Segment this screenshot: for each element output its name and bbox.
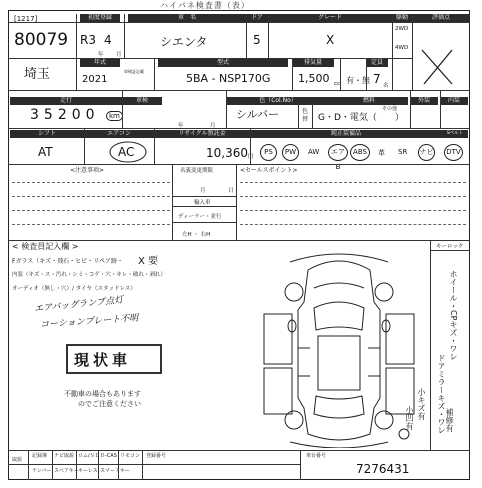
- frame-label: 車台番号: [306, 453, 327, 459]
- entry-label: 輸入車: [194, 200, 211, 206]
- option-leather: 革: [378, 149, 385, 157]
- fuel-options: G・D・電気（ ）: [318, 113, 404, 123]
- owner-label: 名義変更期限: [180, 168, 214, 174]
- option-sunroof: SR: [398, 148, 408, 156]
- footer-label-plate: ナンバー: [32, 468, 52, 474]
- label-drive: 駆動: [392, 14, 412, 22]
- car-damage-diagram: [250, 248, 428, 448]
- footer-label-reg-number: 登録番号: [146, 453, 167, 459]
- mileage-unit: km: [106, 111, 123, 121]
- shaken-month: 月: [210, 123, 216, 129]
- label-exterior: 外装: [410, 97, 438, 105]
- lot-number: 80079: [14, 30, 69, 50]
- option-ps: PS: [260, 144, 277, 161]
- option-aw: AW: [308, 148, 320, 156]
- doc-title: ハイパネ検査書（表）: [160, 1, 250, 10]
- sales-label: <セールスポイント>: [240, 167, 298, 174]
- label-mileage: 走行: [10, 97, 122, 105]
- label-type: 型式: [158, 59, 288, 67]
- score-cross-mark: [420, 48, 454, 86]
- car-doors: 5: [253, 33, 261, 47]
- note-wheel-scratch: ホイール・CPキズ・ワレ: [449, 270, 458, 361]
- label-car-name: 車 名: [128, 14, 246, 22]
- stamp-note-2: のでご注意ください: [78, 400, 141, 408]
- color-value: シルバー: [236, 108, 279, 121]
- fuel-other: その他: [382, 106, 398, 112]
- label-seatbelt: Sベルト: [442, 130, 468, 138]
- footer-label-bcas: Ｂ-CAS: [100, 453, 117, 459]
- note-small-dent: 小凹有: [405, 406, 414, 430]
- label-color: 色（Col.No）: [226, 97, 330, 105]
- note-mirror-scratch: ドアミラーキズ・ワレ: [437, 354, 446, 434]
- footer-label-records: 記録簿: [32, 453, 48, 459]
- label-interior: 内装: [440, 97, 468, 105]
- handwritten-note-2: コーションプレート不明: [39, 313, 139, 331]
- label-shaken: 車検: [122, 97, 162, 105]
- displacement-unit: cc: [334, 81, 341, 87]
- keylock-label: キーロック: [436, 244, 464, 250]
- ac-circle-mark: [108, 140, 148, 164]
- footer-label-smart-key: スマートキー: [100, 468, 130, 474]
- frame-number: 7276431: [356, 462, 410, 476]
- option-airbag: エアB: [328, 144, 348, 161]
- label-recycle: リサイクル預託金: [154, 130, 250, 138]
- label-ac: エアコン: [84, 130, 154, 138]
- handle-label: 左H ・ 右H: [182, 232, 211, 238]
- handwritten-note-1: エアバッグランプ点灯: [33, 295, 124, 315]
- owner-day: 日: [228, 188, 234, 194]
- as-is-stamp-text: 現状車: [74, 351, 132, 369]
- drive-4wd: 4WD: [395, 45, 409, 51]
- era-suffix: 年: [98, 52, 104, 58]
- model-year: 2021: [82, 74, 108, 85]
- label-equipment: 純正装備品: [250, 130, 442, 138]
- glass-mark: X 要: [138, 256, 159, 267]
- label-shift: シフト: [10, 130, 84, 138]
- label-first-reg: 初度登録: [80, 14, 120, 22]
- mileage-value: 35200: [30, 107, 100, 123]
- ac-value: AC: [118, 145, 135, 159]
- caution-label: <注意事項>: [70, 167, 105, 174]
- month-suffix: 月: [116, 52, 122, 58]
- label-seats: 定員: [366, 59, 388, 67]
- footer-label-keyless: キーレス: [78, 468, 98, 474]
- label-doors: ドア: [246, 14, 268, 22]
- note-repaired: 補修有: [445, 408, 454, 432]
- interior-note: 内装（キズ・ス・汚れ・シミ・コゲ・穴・キレ・破れ・剥れ）: [12, 272, 166, 278]
- sheet-code: [1217]: [14, 15, 38, 23]
- seats-unit: 名: [383, 83, 389, 89]
- option-pw: PW: [282, 144, 299, 161]
- model-code: 5BA - NSP170G: [186, 72, 271, 85]
- first-reg-era: R3: [80, 33, 96, 47]
- cargo-option: 有・無: [346, 76, 370, 85]
- shaken-year: 年: [178, 123, 184, 129]
- as-is-stamp: [66, 344, 162, 374]
- footer-label-manual: 取説: [12, 457, 23, 463]
- audio-note: オーディオ（無し・穴）/ タイヤ（スタッドレス）: [12, 286, 136, 292]
- seat-count: 7: [373, 72, 381, 86]
- year-note: 車検証記載: [124, 69, 144, 74]
- shift-value: AT: [38, 145, 53, 159]
- recycle-value: 10,360: [206, 146, 248, 160]
- label-fuel: 燃料: [330, 97, 408, 105]
- label-displacement: 排気量: [292, 59, 334, 67]
- footer-label-remote: リモコン: [120, 453, 141, 459]
- label-grade: グレード: [268, 14, 392, 22]
- drive-2wd: 2WD: [395, 26, 409, 32]
- car-grade: X: [326, 33, 335, 47]
- stamp-note-1: 不動車の場合もあります: [64, 390, 141, 398]
- dealer-label: ディーラー・並行: [178, 214, 222, 220]
- option-abs: ABS: [350, 144, 370, 161]
- glass-note: Fガラス（キズ・飛石・ヒビ・リペア跡・: [12, 258, 124, 265]
- footer-label-navi: ナビ取説: [54, 453, 75, 459]
- region: 埼玉: [24, 67, 51, 82]
- color-change-label: 色替: [302, 108, 309, 123]
- note-small-scratch: 小キズ有: [417, 388, 426, 420]
- footer-label-rom: ロム/ＳＤ: [78, 453, 100, 459]
- label-score: 評価点: [412, 14, 470, 22]
- owner-month: 月: [200, 188, 206, 194]
- car-name: シエンタ: [160, 35, 208, 49]
- inspection-title: < 検査員記入欄 >: [12, 242, 79, 251]
- option-navi: ナビ: [418, 144, 435, 161]
- displacement: 1,500: [298, 72, 330, 85]
- recycle-unit: 円: [248, 154, 254, 160]
- footer-label-spare-key: スペアキー: [54, 468, 79, 474]
- label-model-year: 年式: [80, 59, 120, 67]
- option-dtv: DTV: [444, 144, 463, 161]
- first-reg-month: 4: [104, 33, 112, 47]
